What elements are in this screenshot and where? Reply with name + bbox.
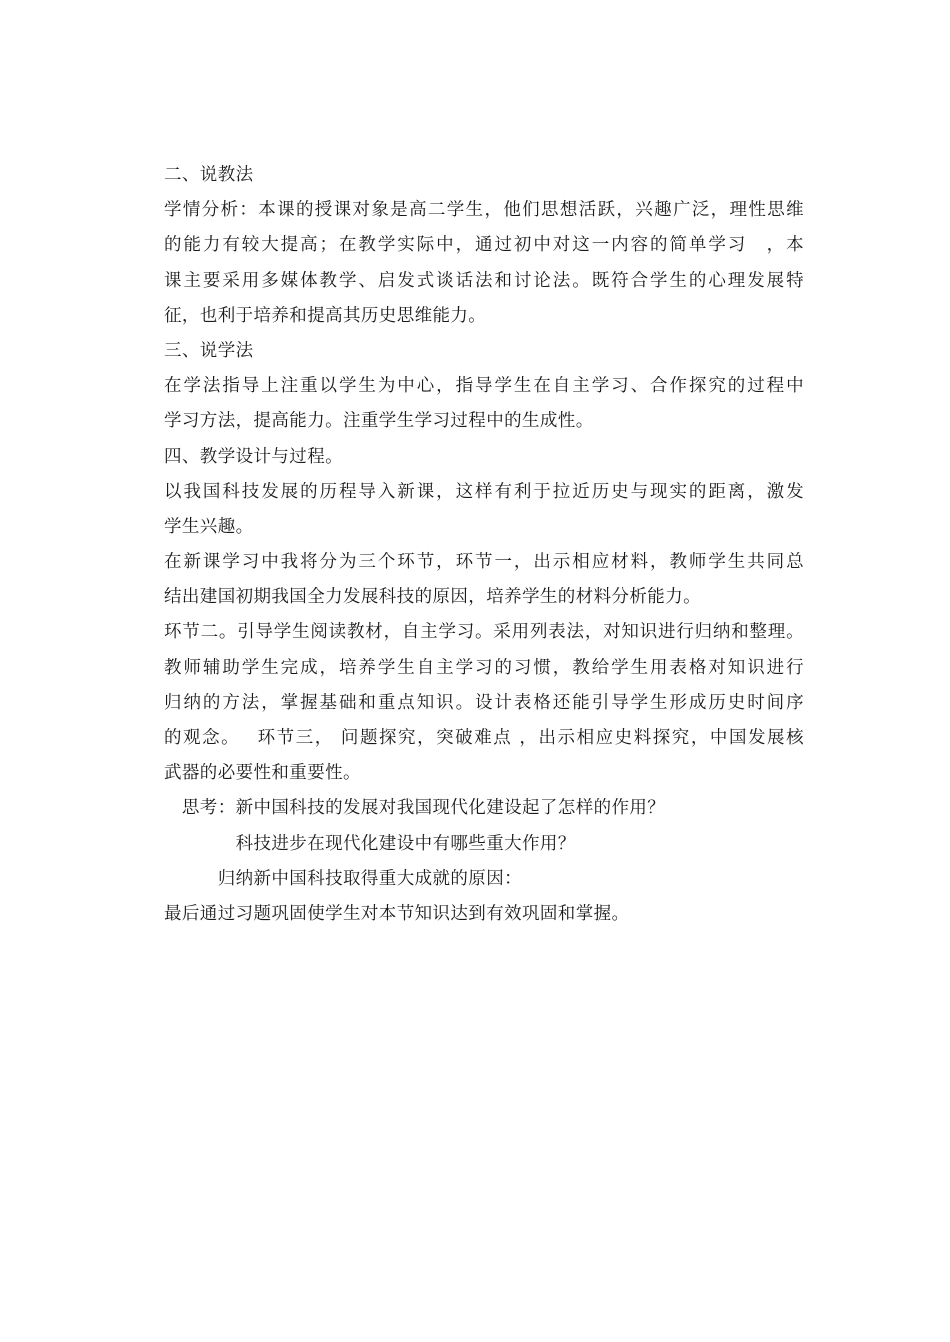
thinking-question: 思考：新中国科技的发展对我国现代化建设起了怎样的作用？ bbox=[164, 798, 666, 819]
thinking-question: 科技进步在现代化建设中有哪些重大作用？ bbox=[164, 833, 576, 854]
thinking-question: 归纳新中国科技取得重大成就的原因： bbox=[164, 868, 522, 889]
paragraph-line: 在新课学习中我将分为三个环节，环节一，出示相应材料，教师学生共同总 bbox=[164, 552, 804, 573]
paragraph-line: 教师辅助学生完成，培养学生自主学习的习惯，教给学生用表格对知识进行 bbox=[164, 657, 804, 678]
paragraph-line: 的观念。 环节三， 问题探究，突破难点 ，出示相应史料探究，中国发展核 bbox=[164, 728, 804, 748]
document-body bbox=[164, 158, 804, 932]
paragraph-line: 以我国科技发展的历程导入新课，这样有利于拉近历史与现实的距离，激发 bbox=[164, 481, 804, 502]
paragraph-line: 学生兴趣。 bbox=[164, 516, 254, 537]
section-heading-teaching-method: 二、说教法 bbox=[164, 165, 254, 185]
paragraph-line: 环节二。引导学生阅读教材，自主学习。采用列表法，对知识进行归纳和整理。 bbox=[164, 622, 804, 643]
section-heading-learning-method: 三、说学法 bbox=[164, 340, 254, 361]
paragraph-line: 学习方法，提高能力。注重学生学习过程中的生成性。 bbox=[164, 411, 594, 432]
paragraph-line: 最后通过习题巩固使学生对本节知识达到有效巩固和掌握。 bbox=[164, 903, 630, 924]
paragraph-line: 征，也利于培养和提高其历史思维能力。 bbox=[164, 305, 487, 326]
paragraph-line: 课主要采用多媒体教学、启发式谈话法和讨论法。既符合学生的心理发展特 bbox=[164, 270, 804, 291]
paragraph-line: 的能力有较大提高；在教学实际中，通过初中对这一内容的简单学习 ，本 bbox=[164, 235, 804, 256]
paragraph-line: 武器的必要性和重要性。 bbox=[164, 763, 361, 784]
paragraph-line: 归纳的方法，掌握基础和重点知识。设计表格还能引导学生形成历史时间序 bbox=[164, 692, 804, 713]
paragraph-line: 结出建国初期我国全力发展科技的原因，培养学生的材料分析能力。 bbox=[164, 587, 701, 608]
section-heading-design-process: 四、教学设计与过程。 bbox=[164, 446, 343, 467]
paragraph-line: 学情分析：本课的授课对象是高二学生，他们思想活跃，兴趣广泛，理性思维 bbox=[164, 200, 804, 221]
paragraph-line: 在学法指导上注重以学生为中心，指导学生在自主学习、合作探究的过程中 bbox=[164, 376, 804, 397]
